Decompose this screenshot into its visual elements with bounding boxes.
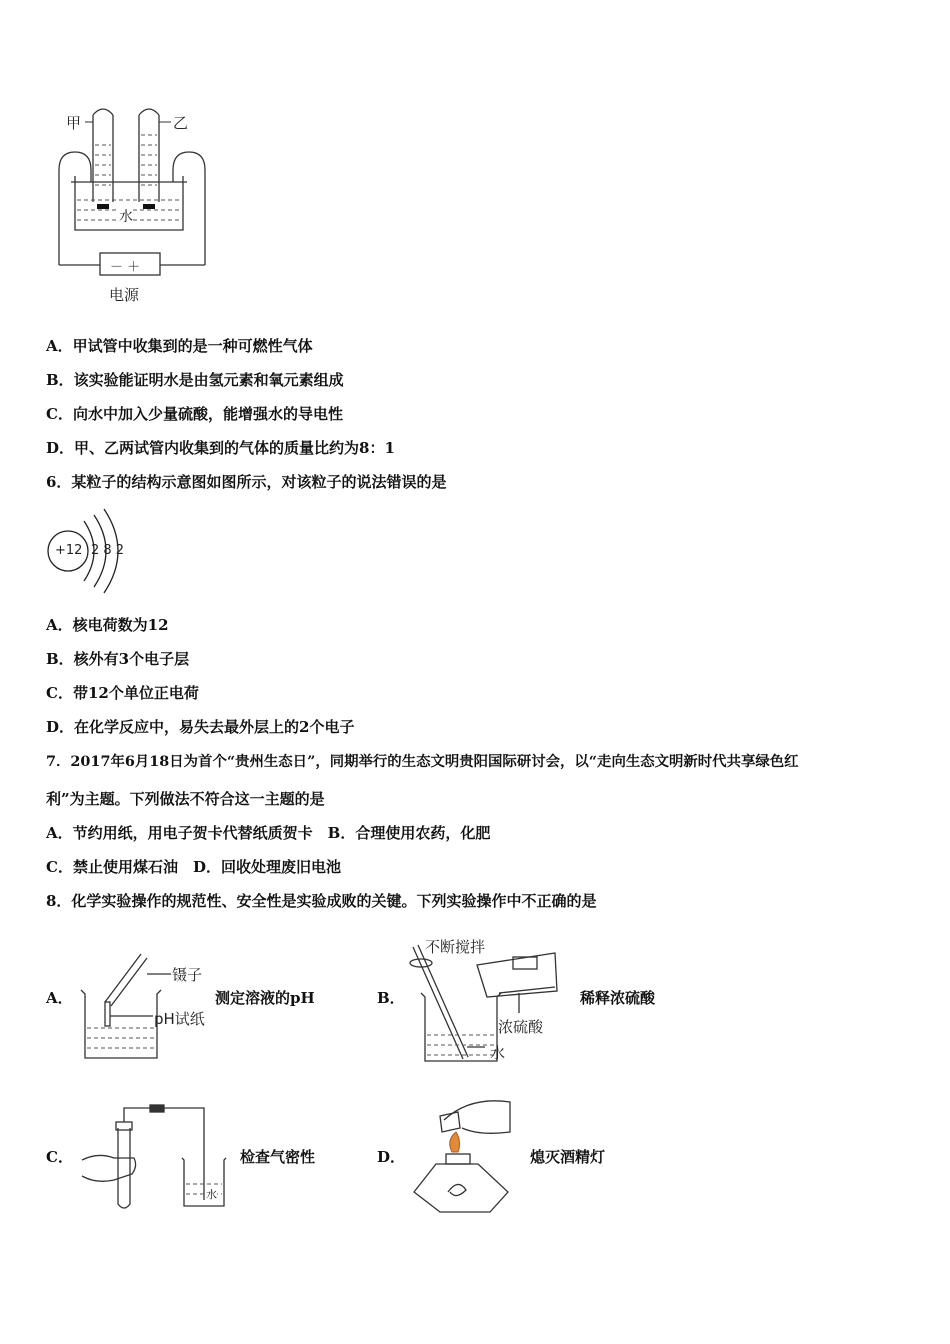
ph-paper-label: pH试纸 <box>154 1010 205 1028</box>
q6-stem: 6．某粒子的结构示意图如图所示，对该粒子的说法错误的是 <box>46 473 447 491</box>
water-b-label: 水 <box>490 1044 506 1062</box>
q6-option-a: A．核电荷数为12 <box>46 616 169 634</box>
q5-option-c: C．向水中加入少量硫酸，能增强水的导电性 <box>46 405 343 423</box>
q8-option-d-caption: 熄灭酒精灯 <box>530 1148 606 1166</box>
q5-option-a: A．甲试管中收集到的是一种可燃性气体 <box>46 337 313 355</box>
conc-acid-label: 浓硫酸 <box>498 1018 544 1036</box>
q7-options-row1: A．节约用纸，用电子贺卡代替纸质贺卡 B．合理使用农药，化肥 <box>46 824 491 842</box>
q8-option-c-caption: 检查气密性 <box>240 1148 316 1166</box>
q6-option-d: D．在化学反应中，易失去最外层上的2个电子 <box>46 718 355 736</box>
power-source-label: 电源 <box>109 286 140 304</box>
q7-stem-line1: 7．2017年6月18日为首个“贵州生态日”，同期举行的生态文明贵阳国际研讨会，以“走向生态文明新时代共享绿色红 <box>46 753 799 770</box>
tube-yi-label: 乙 <box>173 114 189 132</box>
stir-label: 不断搅拌 <box>425 938 486 956</box>
water-label: 水 <box>119 206 133 226</box>
electrolysis-diagram <box>55 100 255 300</box>
q8-option-b-caption: 稀释浓硫酸 <box>580 989 656 1007</box>
electron-shells: 2 8 2 <box>91 543 125 558</box>
q7-stem-line2: 利”为主题。下列做法不符合这一主题的是 <box>46 790 325 808</box>
q8-option-a-label: A． <box>46 989 73 1007</box>
airtightness-diagram <box>78 1100 238 1220</box>
water-c-label: 水 <box>206 1188 217 1201</box>
nucleus-charge: +12 <box>55 543 83 558</box>
q5-option-d: D．甲、乙两试管内收集到的气体的质量比约为8：1 <box>46 439 395 457</box>
q8-option-d-label: D． <box>377 1148 406 1166</box>
q8-option-c-label: C． <box>46 1148 73 1166</box>
q8-stem: 8．化学实验操作的规范性、安全性是实验成败的关键。下列实验操作中不正确的是 <box>46 892 597 910</box>
q8-option-b-label: B． <box>377 989 405 1007</box>
tweezers-label: 镊子 <box>172 966 203 984</box>
q5-option-b: B．该实验能证明水是由氢元素和氧元素组成 <box>46 371 344 389</box>
power-signs: － ＋ <box>110 260 141 275</box>
q8-option-a-caption: 测定溶液的pH <box>215 989 315 1007</box>
tube-jia-label: 甲 <box>66 114 82 132</box>
q7-options-row2: C．禁止使用煤石油 D．回收处理废旧电池 <box>46 858 341 876</box>
ph-test-diagram <box>75 950 225 1060</box>
alcohol-lamp-diagram <box>410 1092 520 1217</box>
q6-option-b: B．核外有3个电子层 <box>46 650 190 668</box>
q6-option-c: C．带12个单位正电荷 <box>46 684 199 702</box>
